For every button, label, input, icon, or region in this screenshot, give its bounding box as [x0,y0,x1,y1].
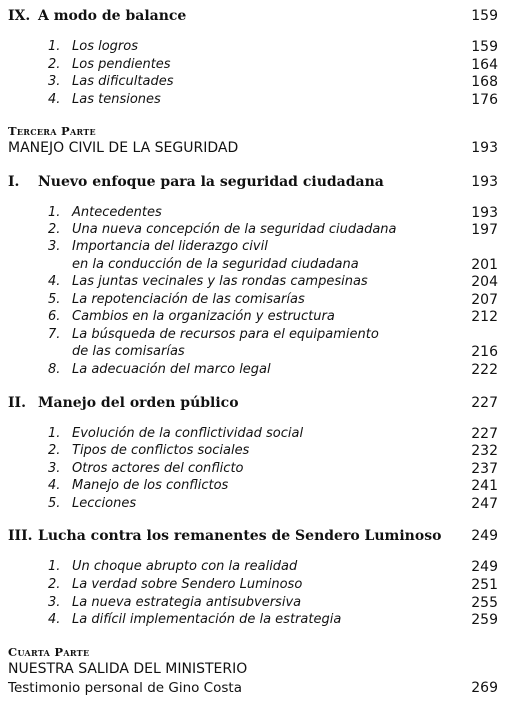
chapter-heading [0,7,512,25]
entry-title: Cambios en la organización y estructura [72,309,335,324]
entry-title: La repotenciación de las comisarías [72,292,305,307]
page-number: 193 [471,140,498,156]
page-number: 212 [471,309,498,325]
entry-title: La adecuación del marco legal [72,362,271,377]
page-number: 241 [471,478,498,494]
entry-index: 8. [48,362,61,377]
entry-title: Los logros [72,39,138,54]
page-number: 259 [471,612,498,628]
entry-index: 1. [48,205,61,220]
page-number: 201 [471,257,498,273]
entry-title: Antecedentes [72,205,162,220]
entry-index: 4. [48,274,61,289]
toc-entry [0,273,512,291]
entry-index: 4. [48,612,61,627]
page-number: 176 [471,92,498,108]
entry-index: 7. [48,327,61,342]
toc-entry [0,326,512,344]
chapter-number: I. [8,174,20,190]
entry-index: 3. [48,461,61,476]
toc-entry [0,558,512,576]
entry-index: 2. [48,577,61,592]
entry-index: 6. [48,309,61,324]
part-label: Tercera Parte [8,124,96,138]
toc-entry [0,91,512,109]
page-number: 255 [471,595,498,611]
entry-index: 3. [48,239,61,254]
chapter-heading [0,394,512,412]
toc-entry [0,442,512,460]
page-number: 216 [471,344,498,360]
entry-index: 2. [48,443,61,458]
page-number: 222 [471,362,498,378]
entry-title: Tipos de conflictos sociales [72,443,250,458]
toc-entry [0,56,512,74]
chapter-title: Manejo del orden público [38,395,239,411]
entry-title: Las juntas vecinales y las rondas campesinas [72,274,368,289]
page-number: 269 [471,680,498,696]
page-number: 237 [471,461,498,477]
part-label: Cuarta Parte [8,645,90,659]
page-number: 207 [471,292,498,308]
entry-title: Un choque abrupto con la realidad [72,559,298,574]
part-title: NUESTRA SALIDA DEL MINISTERIO [8,661,248,677]
entry-title: La búsqueda de recursos para el equipamiento [72,327,379,342]
page-number: 204 [471,274,498,290]
toc-entry [0,291,512,309]
toc-entry [0,73,512,91]
entry-index: 5. [48,292,61,307]
page-number: 249 [471,528,498,544]
toc-entry [0,594,512,612]
entry-title: de las comisarías [72,344,185,359]
entry-title: Evolución de la conflictividad social [72,426,304,441]
entry-index: 4. [48,478,61,493]
entry-index: 3. [48,74,61,89]
entry-title: La verdad sobre Sendero Luminoso [72,577,303,592]
entry-title: Importancia del liderazgo civil [72,239,268,254]
entry-title: La nueva estrategia antisubversiva [72,595,302,610]
page-number: 193 [471,205,498,221]
page-number: 251 [471,577,498,593]
chapter-number: IX. [8,8,31,24]
chapter-title: A modo de balance [38,8,187,24]
toc-entry [0,611,512,629]
entry-title: La difícil implementación de la estrategia [72,612,342,627]
chapter-heading [0,527,512,545]
toc-entry [0,425,512,443]
toc-entry [0,460,512,478]
toc-entry [0,204,512,222]
entry-title: Los pendientes [72,57,171,72]
chapter-number: III. [8,528,33,544]
entry-index: 2. [48,222,61,237]
page-number: 159 [471,8,498,24]
chapter-title: Nuevo enfoque para la seguridad ciudadana [38,174,384,190]
toc-entry [0,238,512,256]
page-number: 168 [471,74,498,90]
chapter-heading [0,173,512,191]
entry-title: Otros actores del conflicto [72,461,244,476]
entry-index: 2. [48,57,61,72]
page-number: 232 [471,443,498,459]
page-number: 247 [471,496,498,512]
chapter-number: II. [8,395,26,411]
entry-title: en la conducción de la seguridad ciudadana [72,257,359,272]
toc-entry [0,576,512,594]
entry-index: 4. [48,92,61,107]
page-number: 249 [471,559,498,575]
toc-entry-continuation [0,343,512,361]
page-number: 193 [471,174,498,190]
page-number: 197 [471,222,498,238]
entry-title: Las dificultades [72,74,174,89]
entry-index: 3. [48,595,61,610]
toc-entry [0,38,512,56]
part-subtitle: Testimonio personal de Gino Costa 269 [8,680,498,696]
toc-entry [0,361,512,379]
page-number: 159 [471,39,498,55]
toc-entry [0,221,512,239]
entry-index: 1. [48,559,61,574]
entry-title: Las tensiones [72,92,161,107]
entry-index: 1. [48,39,61,54]
entry-title: Manejo de los conflictos [72,478,229,493]
entry-title: Una nueva concepción de la seguridad ciudadana [72,222,397,237]
toc-entry [0,308,512,326]
toc-entry-continuation [0,256,512,274]
toc-entry [0,477,512,495]
page-number: 227 [471,426,498,442]
entry-title: Lecciones [72,496,137,511]
page-number: 164 [471,57,498,73]
page-number: 227 [471,395,498,411]
entry-index: 5. [48,496,61,511]
part-title: MANEJO CIVIL DE LA SEGURIDAD 193 [8,140,498,156]
chapter-title: Lucha contra los remanentes de Sendero Luminoso [38,528,442,544]
entry-index: 1. [48,426,61,441]
toc-entry [0,495,512,513]
